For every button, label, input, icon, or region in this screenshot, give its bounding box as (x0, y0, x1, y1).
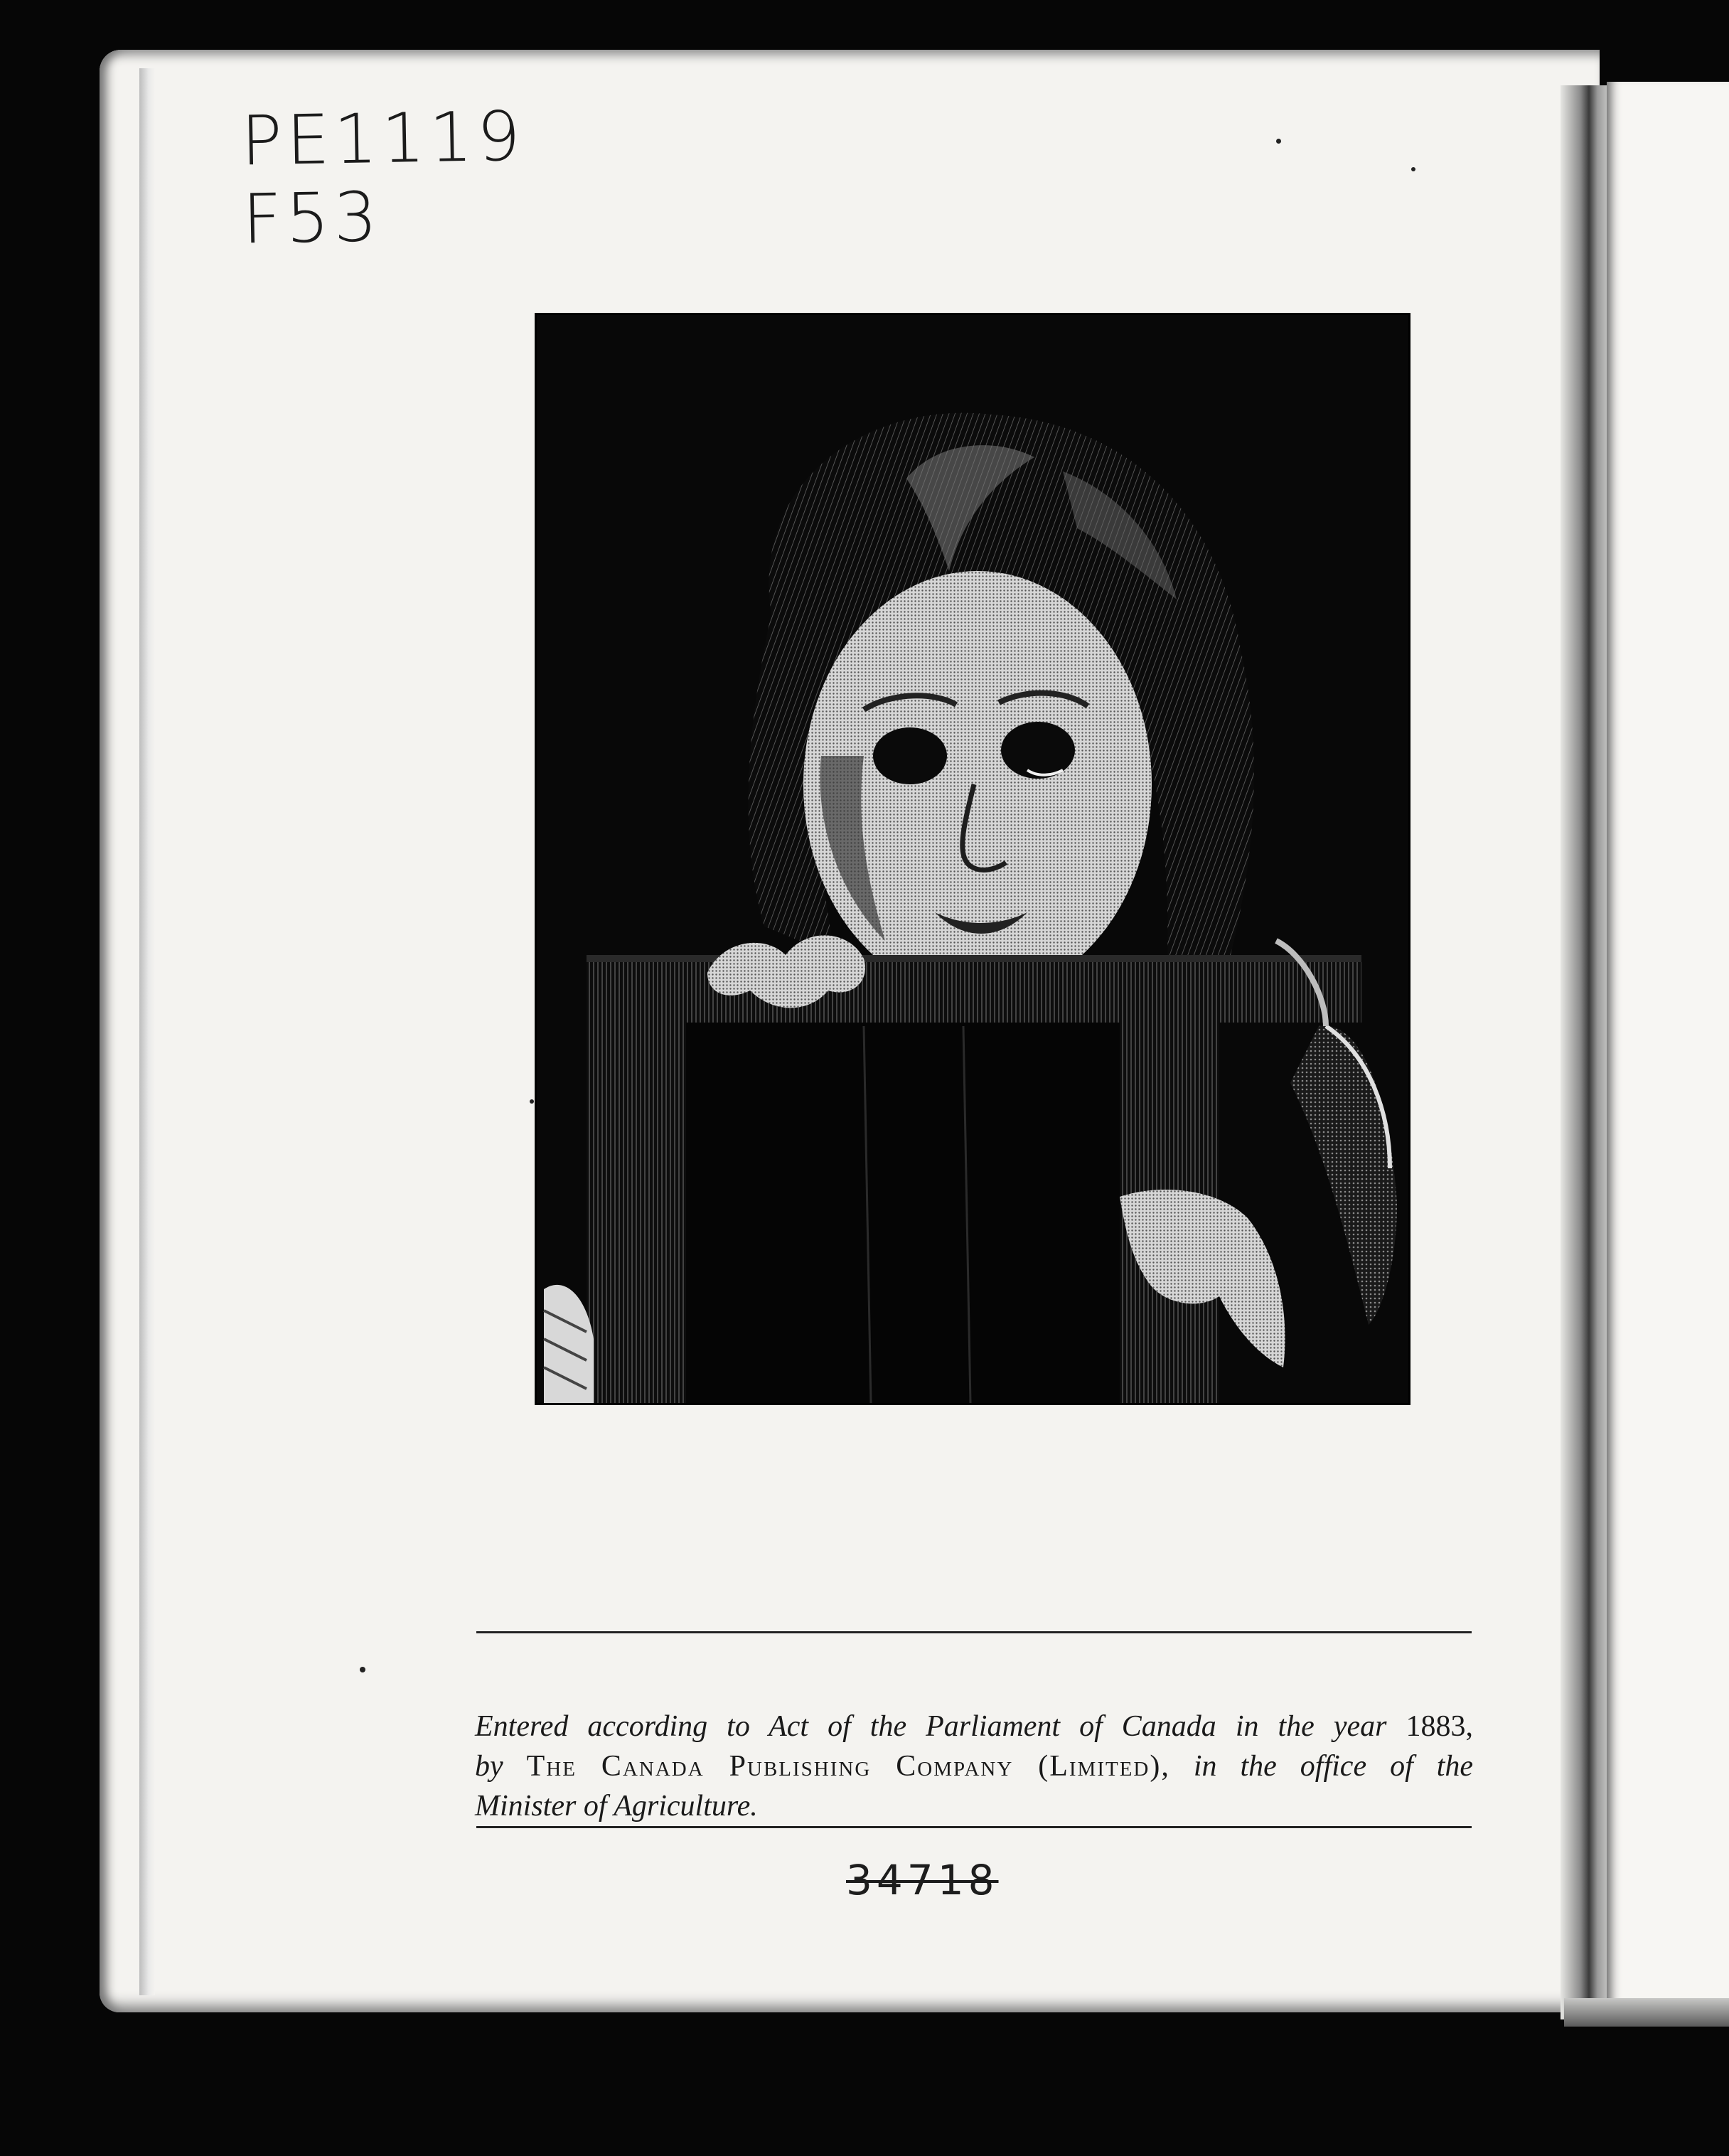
scan-speck (530, 1099, 534, 1104)
copyright-year: 1883, (1406, 1710, 1474, 1743)
scan-speck (1276, 139, 1281, 144)
right-page (1607, 82, 1729, 2002)
copyright-entry-text: Entered according to Act of the Parliament of Canada in the year (475, 1710, 1387, 1743)
divider-rule-top (476, 1631, 1472, 1633)
divider-rule-bottom (476, 1826, 1472, 1828)
call-number-line-2: F53 (242, 177, 382, 260)
accession-number: 34718 (846, 1856, 999, 1904)
call-number-line-1: PE1119 (240, 96, 525, 181)
page-edge-shading (139, 68, 155, 1995)
copyright-notice (475, 1707, 1473, 1826)
office-text: in the office of the (1193, 1750, 1474, 1783)
scan-speck (360, 1667, 365, 1672)
handwritten-call-number (240, 97, 527, 259)
publisher-name: The Canada Publishing Company (Limited), (526, 1750, 1170, 1783)
scan-speck (1411, 167, 1415, 171)
copyright-by: by (475, 1750, 503, 1783)
office-name: Minister of Agriculture. (475, 1790, 758, 1823)
portrait-engraving-icon (537, 315, 1408, 1403)
page-shadow (1564, 1998, 1729, 2027)
frontispiece-illustration (535, 313, 1410, 1405)
